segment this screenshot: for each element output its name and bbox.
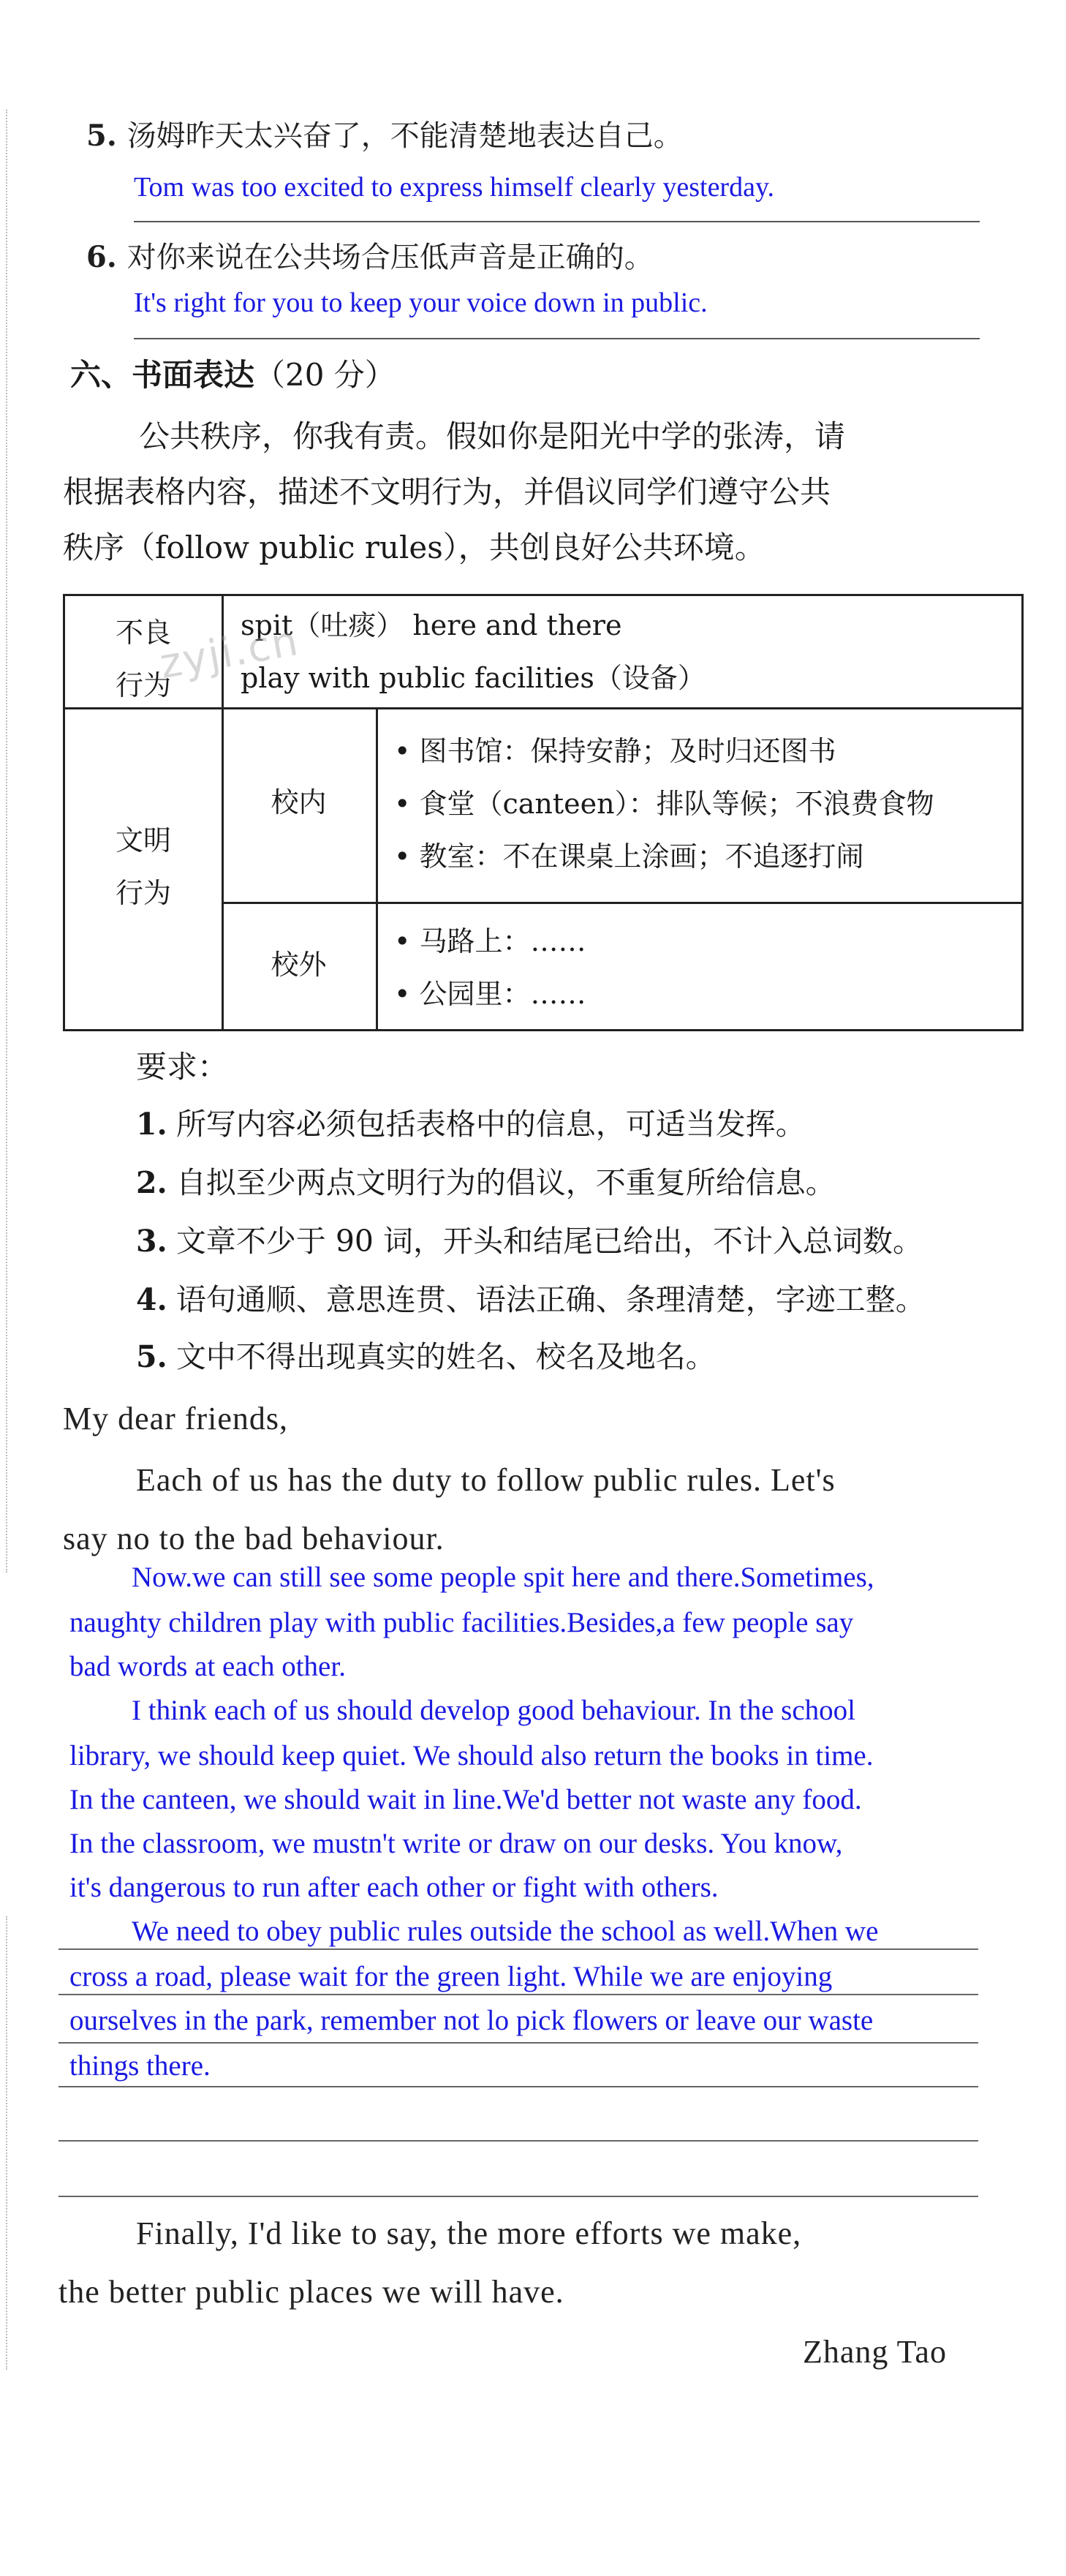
inside-item: • 食堂（canteen）：排队等候；不浪费食物 <box>394 788 934 821</box>
question-text: 汤姆昨天太兴奋了，不能清楚地表达自己。 <box>126 119 683 153</box>
watermark: zyji.cn <box>156 617 303 689</box>
bad-behaviour-label: 不良 行为 <box>115 617 171 702</box>
requirement-item: 3. 文章不少于 90 词，开头和结尾已给出，不计入总词数。 <box>136 1224 923 1259</box>
essay-answer-line: In the classroom, we mustn't write or draw on our desks. You know, <box>69 1828 843 1859</box>
bad-item: spit（吐痰） here and there <box>241 609 622 641</box>
essay-answer-line: In the canteen, we should wait in line.We'd better not waste any food. <box>69 1784 862 1815</box>
question-number: 6. <box>86 240 117 274</box>
essay-answer-line: library, we should keep quiet. We should also return the books in time. <box>69 1740 874 1771</box>
essay-greeting: My dear friends, <box>63 1401 289 1436</box>
outside-school-label: 校外 <box>271 949 327 981</box>
table-divider <box>376 707 378 1031</box>
essay-closing-line-2: the better public places we will have. <box>58 2274 564 2310</box>
margin-dotted-line-lower <box>6 1916 7 2370</box>
answer-line <box>134 338 980 339</box>
prompt-line-3: 秩序（follow public rules），共创良好公共环境。 <box>63 530 766 565</box>
answer-6: It's right for you to keep your voice down in public. <box>134 287 708 318</box>
section-title-text: 六、书面表达 <box>70 357 255 393</box>
writing-line <box>58 2140 978 2142</box>
bad-item: play with public facilities（设备） <box>241 662 706 695</box>
bad-behaviour-items <box>241 599 706 704</box>
essay-answer-line: cross a road, please wait for the green light. While we are enjoying <box>69 1961 833 1992</box>
writing-line <box>58 1948 978 1950</box>
inside-item: • 教室：不在课桌上涂画；不追逐打闹 <box>394 840 864 873</box>
question-text: 对你来说在公共场合压低声音是正确的。 <box>126 241 654 274</box>
inside-item: • 图书馆：保持安静；及时归还图书 <box>394 735 836 767</box>
good-behaviour-label: 文明 行为 <box>115 824 171 910</box>
section-title <box>70 351 396 395</box>
outside-item: • 公园里：…… <box>394 978 586 1011</box>
essay-answer-line: We need to obey public rules outside the school as well.When we <box>132 1916 879 1947</box>
writing-line <box>58 2042 978 2044</box>
question-6 <box>86 240 654 275</box>
inside-school-label: 校内 <box>271 786 327 818</box>
requirement-item: 2. 自拟至少两点文明行为的倡议，不重复所给信息。 <box>136 1165 836 1200</box>
prompt-text: 公共秩序，你我有责。假如你是阳光中学的张涛，请 <box>139 418 846 454</box>
answer-5: Tom was too excited to express himself clearly yesterday. <box>134 172 774 203</box>
essay-answer-line: naughty children play with public facilities.Besides,a few people say <box>69 1607 854 1638</box>
prompt-line-2: 根据表格内容，描述不文明行为，并倡议同学们遵守公共 <box>63 474 831 510</box>
essay-opening-line-1: Each of us has the duty to follow public rules. Let's <box>136 1462 836 1498</box>
prompt-line-1 <box>63 405 984 468</box>
outside-item: • 马路上：…… <box>394 925 586 957</box>
essay-answer-line: I think each of us should develop good behaviour. In the school <box>132 1695 855 1726</box>
essay-answer-line: ourselves in the park, remember not lo pick flowers or leave our waste <box>69 2005 874 2036</box>
outside-school-items <box>394 915 586 1020</box>
writing-line <box>58 2196 978 2197</box>
essay-answer-line: bad words at each other. <box>69 1651 346 1682</box>
essay-answer-line: things there. <box>69 2050 211 2082</box>
essay-answer-line: Now.we can still see some people spit here and there.Sometimes, <box>132 1562 874 1593</box>
writing-line <box>58 2086 978 2087</box>
answer-line <box>134 221 980 222</box>
table-divider <box>222 902 1021 904</box>
inside-school-items <box>394 725 934 884</box>
requirement-item: 5. 文中不得出现真实的姓名、校名及地名。 <box>136 1339 716 1374</box>
writing-line <box>58 1994 978 1995</box>
margin-dotted-line <box>6 110 7 1573</box>
essay-answer-line: it's dangerous to run after each other or fight with others. <box>69 1872 719 1903</box>
section-score: （20 分） <box>254 357 396 393</box>
essay-opening-line-2: say no to the bad behaviour. <box>63 1521 445 1556</box>
requirements-title: 要求： <box>136 1049 229 1085</box>
question-number: 5. <box>86 118 117 153</box>
requirement-item: 1. 所写内容必须包括表格中的信息，可适当发挥。 <box>136 1107 806 1142</box>
requirement-item: 4. 语句通顺、意思连贯、语法正确、条理清楚，字迹工整。 <box>136 1282 926 1317</box>
essay-signature: Zhang Tao <box>803 2334 947 2370</box>
question-5 <box>86 118 683 154</box>
essay-closing-line-1: Finally, I'd like to say, the more efforts we make, <box>136 2215 802 2251</box>
